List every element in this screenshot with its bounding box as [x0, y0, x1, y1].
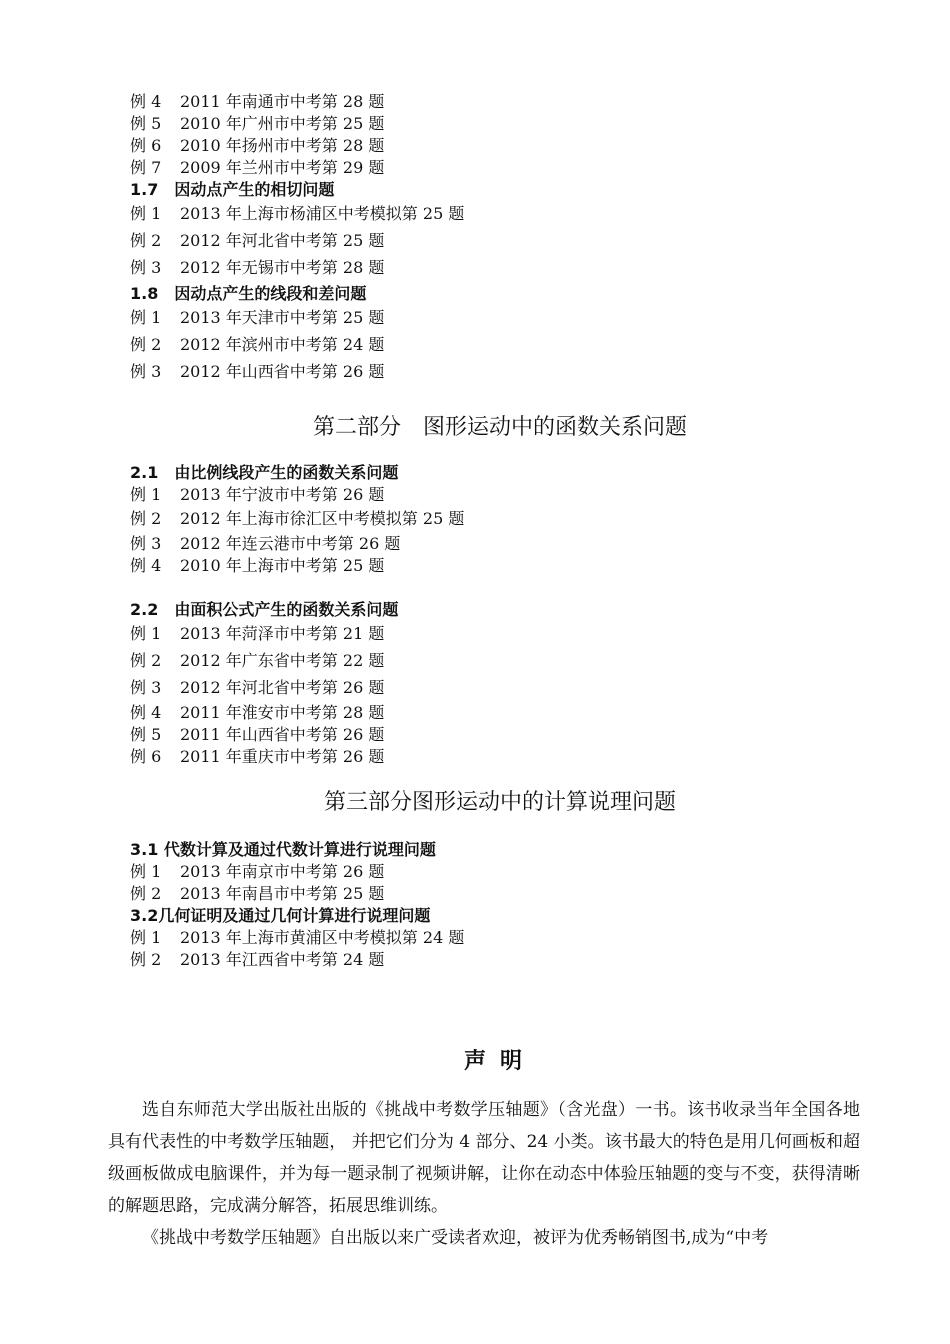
list-item: 例 5 2011 年山西省中考第 26 题 — [130, 725, 385, 744]
list-item: 例 3 2012 年河北省中考第 26 题 — [130, 678, 385, 697]
list-item: 例 1 2013 年菏泽市中考第 21 题 — [130, 624, 385, 643]
list-item: 例 6 2011 年重庆市中考第 26 题 — [130, 747, 385, 766]
list-item: 例 1 2013 年天津市中考第 25 题 — [130, 308, 385, 327]
list-item: 例 1 2013 年上海市黄浦区中考模拟第 24 题 — [130, 928, 465, 947]
list-item: 例 1 2013 年宁波市中考第 26 题 — [130, 485, 385, 504]
list-item: 例 1 2013 年南京市中考第 26 题 — [130, 862, 385, 881]
list-item: 例 1 2013 年上海市杨浦区中考模拟第 25 题 — [130, 204, 465, 223]
declaration-paragraph-1: 选自东师范大学出版社出版的《挑战中考数学压轴题》（含光盘）一书。该书收录当年全国各地具有代表性的中考数学压轴题， 并把它们分为 4 部分、24 小类。该书最大的特色是用几何画板和超级画板做成电脑课件，并为每一题录制了视频讲解，让你在动态中体验压轴题的变与不变，获得清晰的解题思路，完成满分解答，拓展思维训练。 — [108, 1100, 860, 1216]
list-item: 例 4 2011 年淮安市中考第 28 题 — [130, 703, 385, 722]
list-item: 例 2 2012 年上海市徐汇区中考模拟第 25 题 — [130, 509, 465, 528]
section-heading-2-2: 2.2 由面积公式产生的函数关系问题 — [130, 600, 399, 619]
list-item: 例 2 2013 年南昌市中考第 25 题 — [130, 884, 385, 903]
list-item: 例 2 2013 年江西省中考第 24 题 — [130, 950, 385, 969]
list-item: 例 4 2011 年南通市中考第 28 题 — [130, 92, 385, 111]
list-item: 例 2 2012 年广东省中考第 22 题 — [130, 651, 385, 670]
list-item: 例 2 2012 年河北省中考第 25 题 — [130, 231, 385, 250]
declaration-paragraph-2: 《挑战中考数学压轴题》自出版以来广受读者欢迎，被评为优秀畅销图书,成为“中考 — [142, 1228, 769, 1248]
list-item: 例 5 2010 年广州市中考第 25 题 — [130, 114, 385, 133]
section-heading-2-1: 2.1 由比例线段产生的函数关系问题 — [130, 463, 399, 482]
section-heading-3-2: 3.2几何证明及通过几何计算进行说理问题 — [130, 906, 431, 925]
section-heading-1-7: 1.7 因动点产生的相切问题 — [130, 180, 335, 199]
list-item: 例 2 2012 年滨州市中考第 24 题 — [130, 335, 385, 354]
list-item: 例 6 2010 年扬州市中考第 28 题 — [130, 136, 385, 155]
list-item: 例 4 2010 年上海市中考第 25 题 — [130, 556, 385, 575]
list-item: 例 7 2009 年兰州市中考第 29 题 — [130, 158, 385, 177]
part-title-2: 第二部分 图形运动中的函数关系问题 — [312, 415, 687, 440]
list-item: 例 3 2012 年山西省中考第 26 题 — [130, 362, 385, 381]
list-item: 例 3 2012 年连云港市中考第 26 题 — [130, 534, 401, 553]
declaration-title: 声明 — [463, 1049, 536, 1074]
list-item: 例 3 2012 年无锡市中考第 28 题 — [130, 258, 385, 277]
section-heading-1-8: 1.8 因动点产生的线段和差问题 — [130, 284, 367, 303]
part-title-3: 第三部分图形运动中的计算说理问题 — [323, 790, 676, 815]
section-heading-3-1: 3.1 代数计算及通过代数计算进行说理问题 — [130, 840, 436, 859]
